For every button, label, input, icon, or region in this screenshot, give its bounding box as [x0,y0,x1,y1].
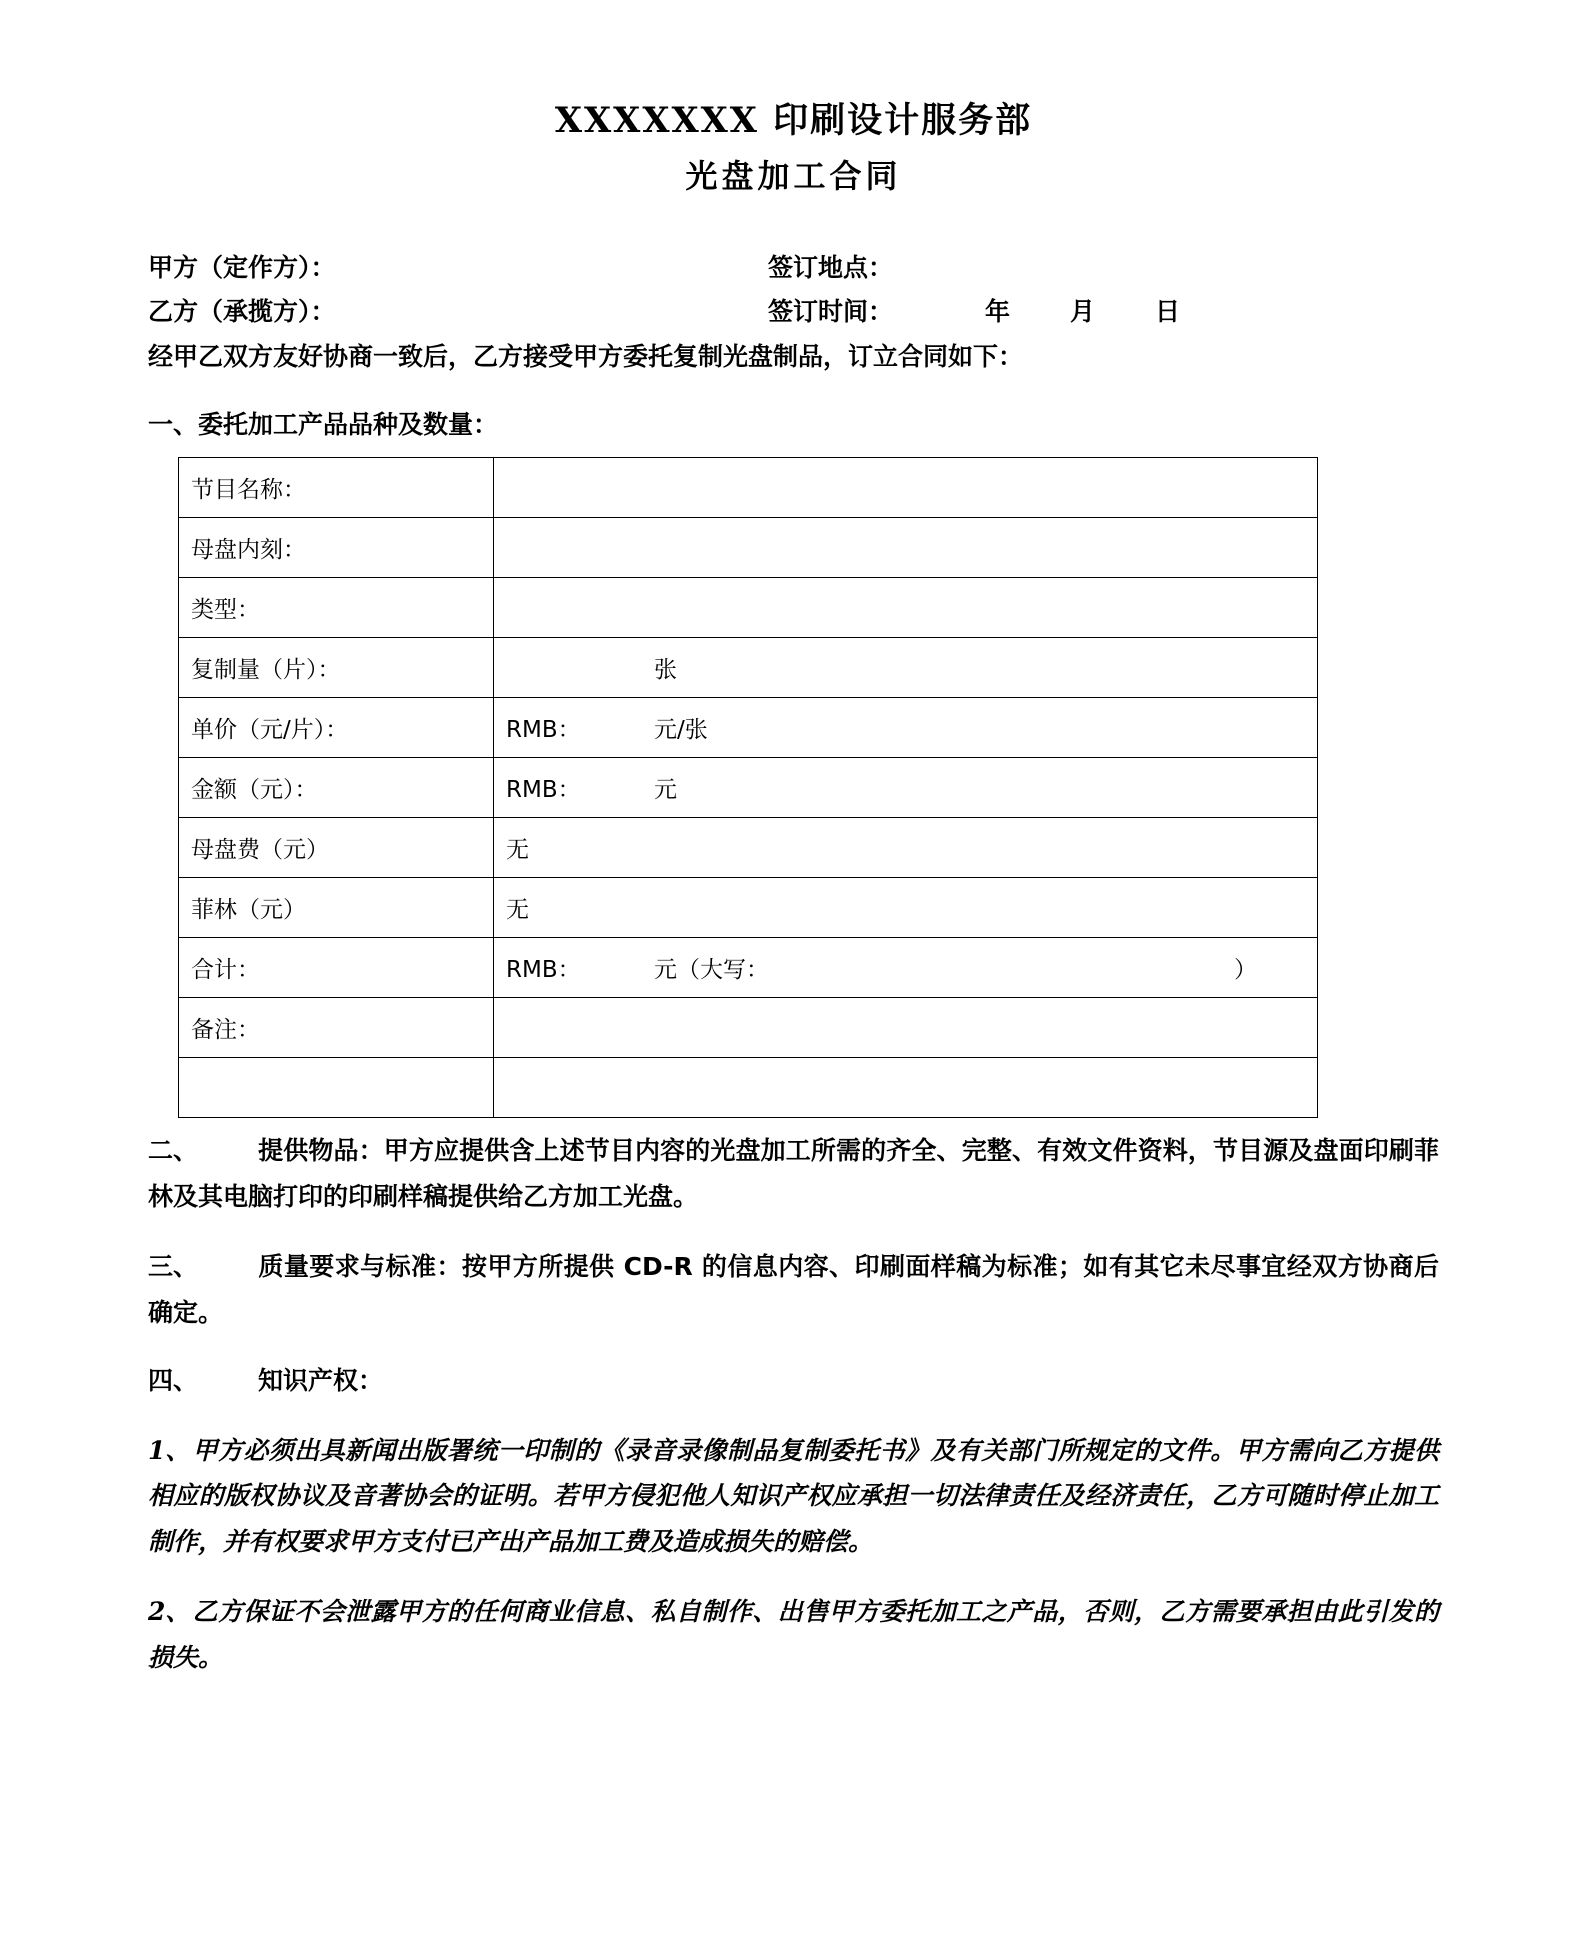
party-a-row [148,246,1439,291]
day-label: 日 [1155,297,1181,326]
table-row [179,818,1318,878]
clause-four-item-2-number: 2、 [148,1597,191,1626]
row-value [494,1058,1318,1118]
year-label: 年 [985,297,1011,326]
table-row [179,458,1318,518]
row-label: 金额（元）： [179,758,494,818]
clause-four-heading [148,1360,1439,1403]
table-row [179,878,1318,938]
row-label: 合计： [179,938,494,998]
month-label: 月 [1070,297,1096,326]
clause-two-title: 提供物品： [258,1136,384,1165]
section-one-heading: 一、委托加工产品品种及数量： [148,410,499,439]
clause-three-title: 质量要求与标准： [258,1252,462,1281]
sign-time-label: 签订时间： [768,297,894,326]
row-currency-label: RMB： [506,717,581,743]
goods-table [178,457,1318,1118]
row-value: 元（大写： [654,957,769,983]
table-row [179,1058,1318,1118]
row-label [179,1058,494,1118]
table-row [179,518,1318,578]
row-value: 张 [654,657,677,683]
clause-two [148,1128,1439,1219]
row-label: 类型： [179,578,494,638]
row-label: 复制量（片）： [179,638,494,698]
page-subtitle: 光盘加工合同 [685,156,902,195]
clause-four-item-2 [148,1589,1439,1680]
row-value [494,578,1318,638]
table-row [179,758,1318,818]
row-value-tail: ） [1234,957,1257,983]
row-label: 节目名称： [179,458,494,518]
table-row [179,698,1318,758]
row-label: 菲林（元） [179,878,494,938]
table-row [179,998,1318,1058]
table-row [179,938,1318,998]
clause-four-item-1-text: 甲方必须出具新闻出版署统一印制的《录音录像制品复制委托书》及有关部门所规定的文件。甲方需向乙方提供相应的版权协议及音著协会的证明。若甲方侵犯他人知识产权应承担一切法律责任及经济责任，乙方可随时停止加工制作，并有权要求甲方支付已产出产品加工费及造成损失的赔偿。 [148,1435,1439,1556]
row-currency-label: RMB： [506,777,581,803]
clause-three [148,1244,1439,1335]
row-value-cell [494,698,1318,758]
clause-four-item-2-text: 乙方保证不会泄露甲方的任何商业信息、私自制作、出售甲方委托加工之产品，否则，乙方需要承担由此引发的损失。 [148,1597,1439,1672]
clause-two-number: 二、 [148,1136,199,1165]
table-row [179,578,1318,638]
row-label: 单价（元/片）： [179,698,494,758]
clause-four-item-1-number: 1、 [148,1435,191,1465]
row-value-cell [494,758,1318,818]
row-label: 母盘费（元） [179,818,494,878]
clause-four-number: 四、 [148,1366,199,1395]
row-value: 无 [494,818,1318,878]
sign-place-label: 签订地点： [768,252,894,282]
party-a-label: 甲方（定作方）： [148,252,336,282]
table-row [179,638,1318,698]
row-value-cell [494,638,1318,698]
clause-four-item-1 [148,1428,1439,1565]
row-value [494,998,1318,1058]
row-value: 元/张 [654,717,708,743]
party-b-label: 乙方（承揽方）： [148,297,336,326]
row-value-cell [494,938,1318,998]
clause-three-text: 按甲方所提供 CD-R 的信息内容、印刷面样稿为标准；如有其它未尽事宜经双方协商后确定。 [148,1252,1439,1327]
row-label: 备注： [179,998,494,1058]
page-title: XXXXXXX 印刷设计服务部 [554,100,1033,141]
clause-three-number: 三、 [148,1252,199,1281]
contract-header [148,246,1439,380]
clause-two-text: 甲方应提供含上述节目内容的光盘加工所需的齐全、完整、有效文件资料，节目源及盘面印刷菲林及其电脑打印的印刷样稿提供给乙方加工光盘。 [148,1136,1439,1211]
row-value: 无 [494,878,1318,938]
row-value [494,458,1318,518]
row-currency-label: RMB： [506,957,581,983]
row-label: 母盘内刻： [179,518,494,578]
clause-four-title: 知识产权： [258,1366,384,1395]
row-value [494,518,1318,578]
party-b-row [148,290,1439,335]
contract-intro: 经甲乙双方友好协商一致后，乙方接受甲方委托复制光盘制品，订立合同如下： [148,341,1024,371]
row-value: 元 [654,777,677,803]
